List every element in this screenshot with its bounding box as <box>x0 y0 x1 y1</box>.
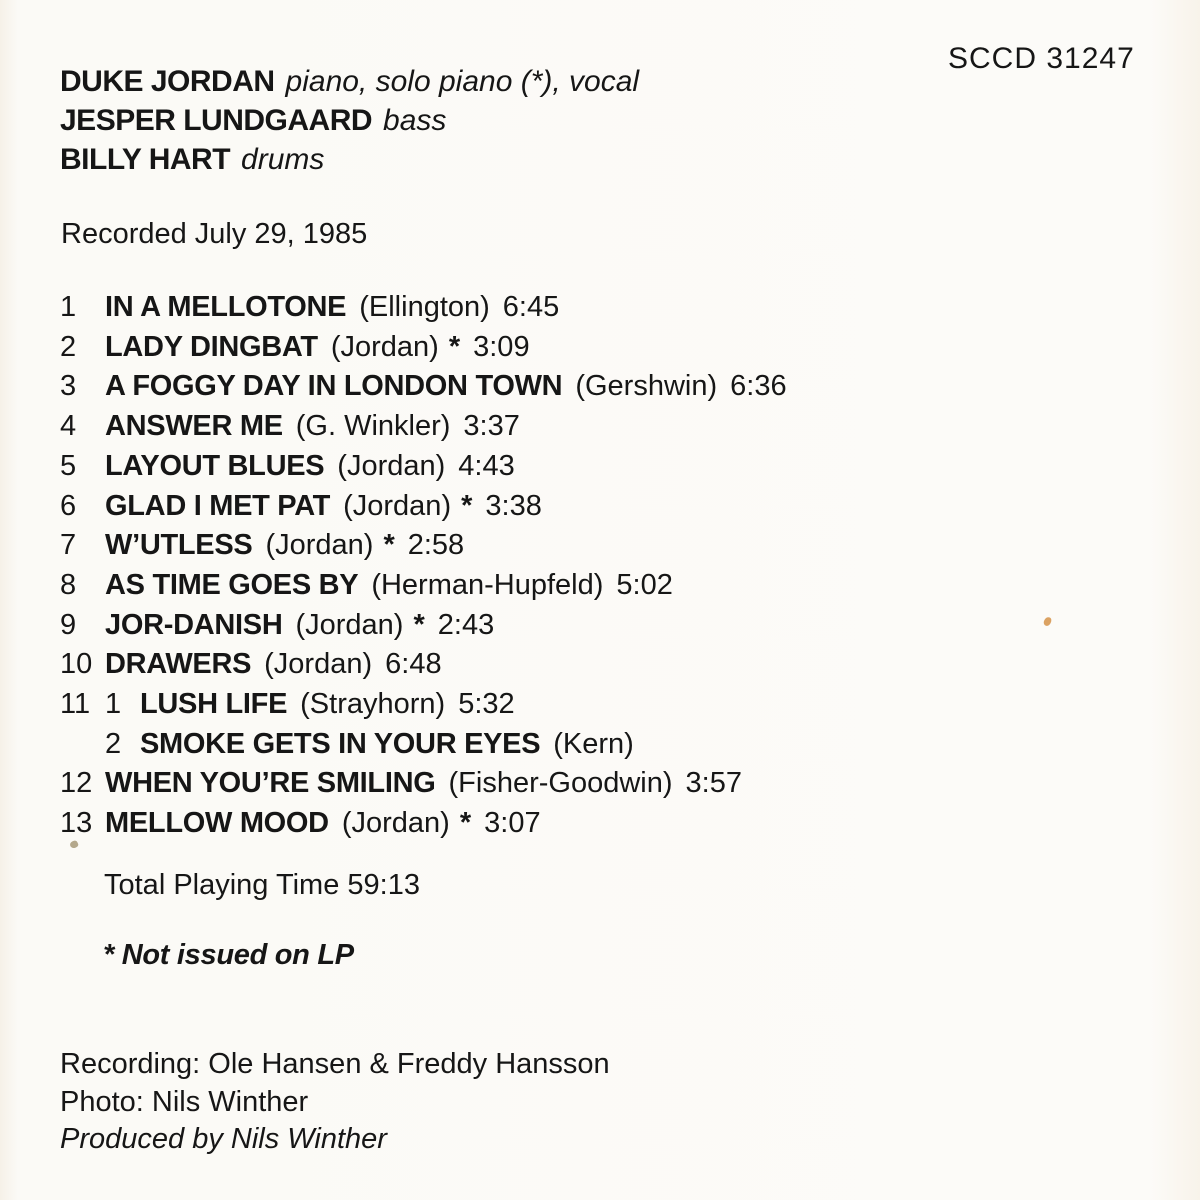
track-number: 9 <box>60 608 77 641</box>
track-composer: (Jordan) <box>265 529 374 562</box>
track-time: 6:48 <box>385 648 442 681</box>
musician-role: drums <box>241 143 325 176</box>
catalog-number: SCCD 31247 <box>948 42 1135 75</box>
track-number: 13 <box>60 807 93 840</box>
track-row <box>60 526 787 566</box>
track-time: 5:02 <box>616 568 673 601</box>
track-title: AS TIME GOES BY <box>105 568 359 601</box>
scan-speck <box>1043 616 1052 627</box>
personnel-line <box>60 101 639 140</box>
track-composer: (Jordan) <box>341 807 450 840</box>
track-time: 6:36 <box>730 370 787 403</box>
track-number: 8 <box>60 568 77 601</box>
musician-name: JESPER LUNDGAARD <box>60 104 373 137</box>
track-composer: (Jordan) <box>337 449 446 482</box>
track-composer: (Herman-Hupfeld) <box>371 568 604 601</box>
track-composer: (Jordan) <box>295 608 404 641</box>
track-number: 6 <box>60 489 77 522</box>
track-title: W’UTLESS <box>105 529 253 562</box>
track-star: * <box>459 807 472 840</box>
track-star: * <box>461 489 473 522</box>
track-row <box>60 606 787 646</box>
track-title: WHEN YOU’RE SMILING <box>105 767 436 800</box>
track-number: 11 <box>60 688 91 721</box>
track-time: 6:45 <box>502 291 560 323</box>
track-row <box>60 764 787 804</box>
credits-block <box>60 1046 610 1159</box>
track-composer: (G. Winkler) <box>295 410 451 443</box>
track-time: 2:43 <box>437 608 495 641</box>
track-composer: (Kern) <box>553 727 634 760</box>
track-time: 3:57 <box>685 767 742 800</box>
track-title: A FOGGY DAY IN LONDON TOWN <box>105 370 563 403</box>
track-title: LUSH LIFE <box>140 688 288 721</box>
track-number <box>60 725 105 765</box>
personnel-line <box>60 140 639 179</box>
track-row <box>60 447 787 487</box>
track-row <box>60 645 787 685</box>
track-row <box>60 407 787 447</box>
track-row <box>60 367 787 407</box>
track-number: 2 <box>60 330 77 363</box>
credit-recording: Recording: Ole Hansen & Freddy Hansson <box>60 1048 610 1080</box>
track-row <box>60 725 787 765</box>
track-composer: (Fisher-Goodwin) <box>448 767 673 800</box>
track-composer: (Jordan) <box>343 489 452 522</box>
track-time: 4:43 <box>458 449 515 482</box>
track-row <box>60 487 787 527</box>
track-title: LAYOUT BLUES <box>105 449 325 482</box>
track-row <box>60 566 787 606</box>
track-title: IN A MELLOTONE <box>105 291 347 323</box>
total-playing-time: Total Playing Time 59:13 <box>104 869 420 901</box>
track-number: 10 <box>60 648 93 681</box>
track-row <box>60 288 787 328</box>
track-composer: (Jordan) <box>330 330 439 363</box>
track-title: LADY DINGBAT <box>105 330 318 363</box>
recording-date: Recorded July 29, 1985 <box>61 218 368 250</box>
track-time: 2:58 <box>407 529 465 562</box>
track-number: 7 <box>60 529 77 562</box>
track-number: 3 <box>60 370 77 403</box>
musician-name: DUKE JORDAN <box>60 65 275 98</box>
personnel-line <box>60 62 639 101</box>
track-list <box>60 288 787 844</box>
track-number: 5 <box>60 449 77 482</box>
track-subnumber: 2 <box>105 727 122 760</box>
musician-role: bass <box>383 104 447 137</box>
track-title: JOR-DANISH <box>105 608 283 641</box>
track-number: 12 <box>60 767 93 800</box>
track-composer: (Strayhorn) <box>300 688 446 721</box>
track-subnumber: 1 <box>105 688 122 721</box>
personnel-block <box>60 62 639 179</box>
track-time: 3:09 <box>473 330 530 363</box>
track-star: * <box>448 330 461 363</box>
track-star: * <box>413 608 425 641</box>
track-star: * <box>383 529 395 562</box>
track-time: 3:37 <box>463 410 520 443</box>
track-title: MELLOW MOOD <box>105 807 329 840</box>
lp-note: * Not issued on LP <box>103 939 354 971</box>
track-title: ANSWER ME <box>105 410 283 443</box>
track-title: DRAWERS <box>105 648 252 681</box>
track-time: 3:07 <box>484 807 541 840</box>
track-time: 3:38 <box>485 489 542 522</box>
musician-name: BILLY HART <box>60 143 231 176</box>
track-composer: (Jordan) <box>264 648 373 681</box>
track-row <box>60 685 787 725</box>
track-title: GLAD I MET PAT <box>105 489 331 522</box>
credit-photo: Photo: Nils Winther <box>60 1085 309 1118</box>
musician-role: piano, solo piano (*), vocal <box>285 65 640 98</box>
track-composer: (Gershwin) <box>575 370 718 403</box>
track-number: 1 <box>60 291 77 323</box>
track-time: 5:32 <box>458 688 515 721</box>
credit-producer: Produced by Nils Winther <box>60 1123 387 1155</box>
track-title: SMOKE GETS IN YOUR EYES <box>140 727 541 760</box>
track-row <box>60 804 787 844</box>
track-row <box>60 328 787 368</box>
track-composer: (Ellington) <box>359 291 490 323</box>
track-number: 4 <box>60 410 77 443</box>
